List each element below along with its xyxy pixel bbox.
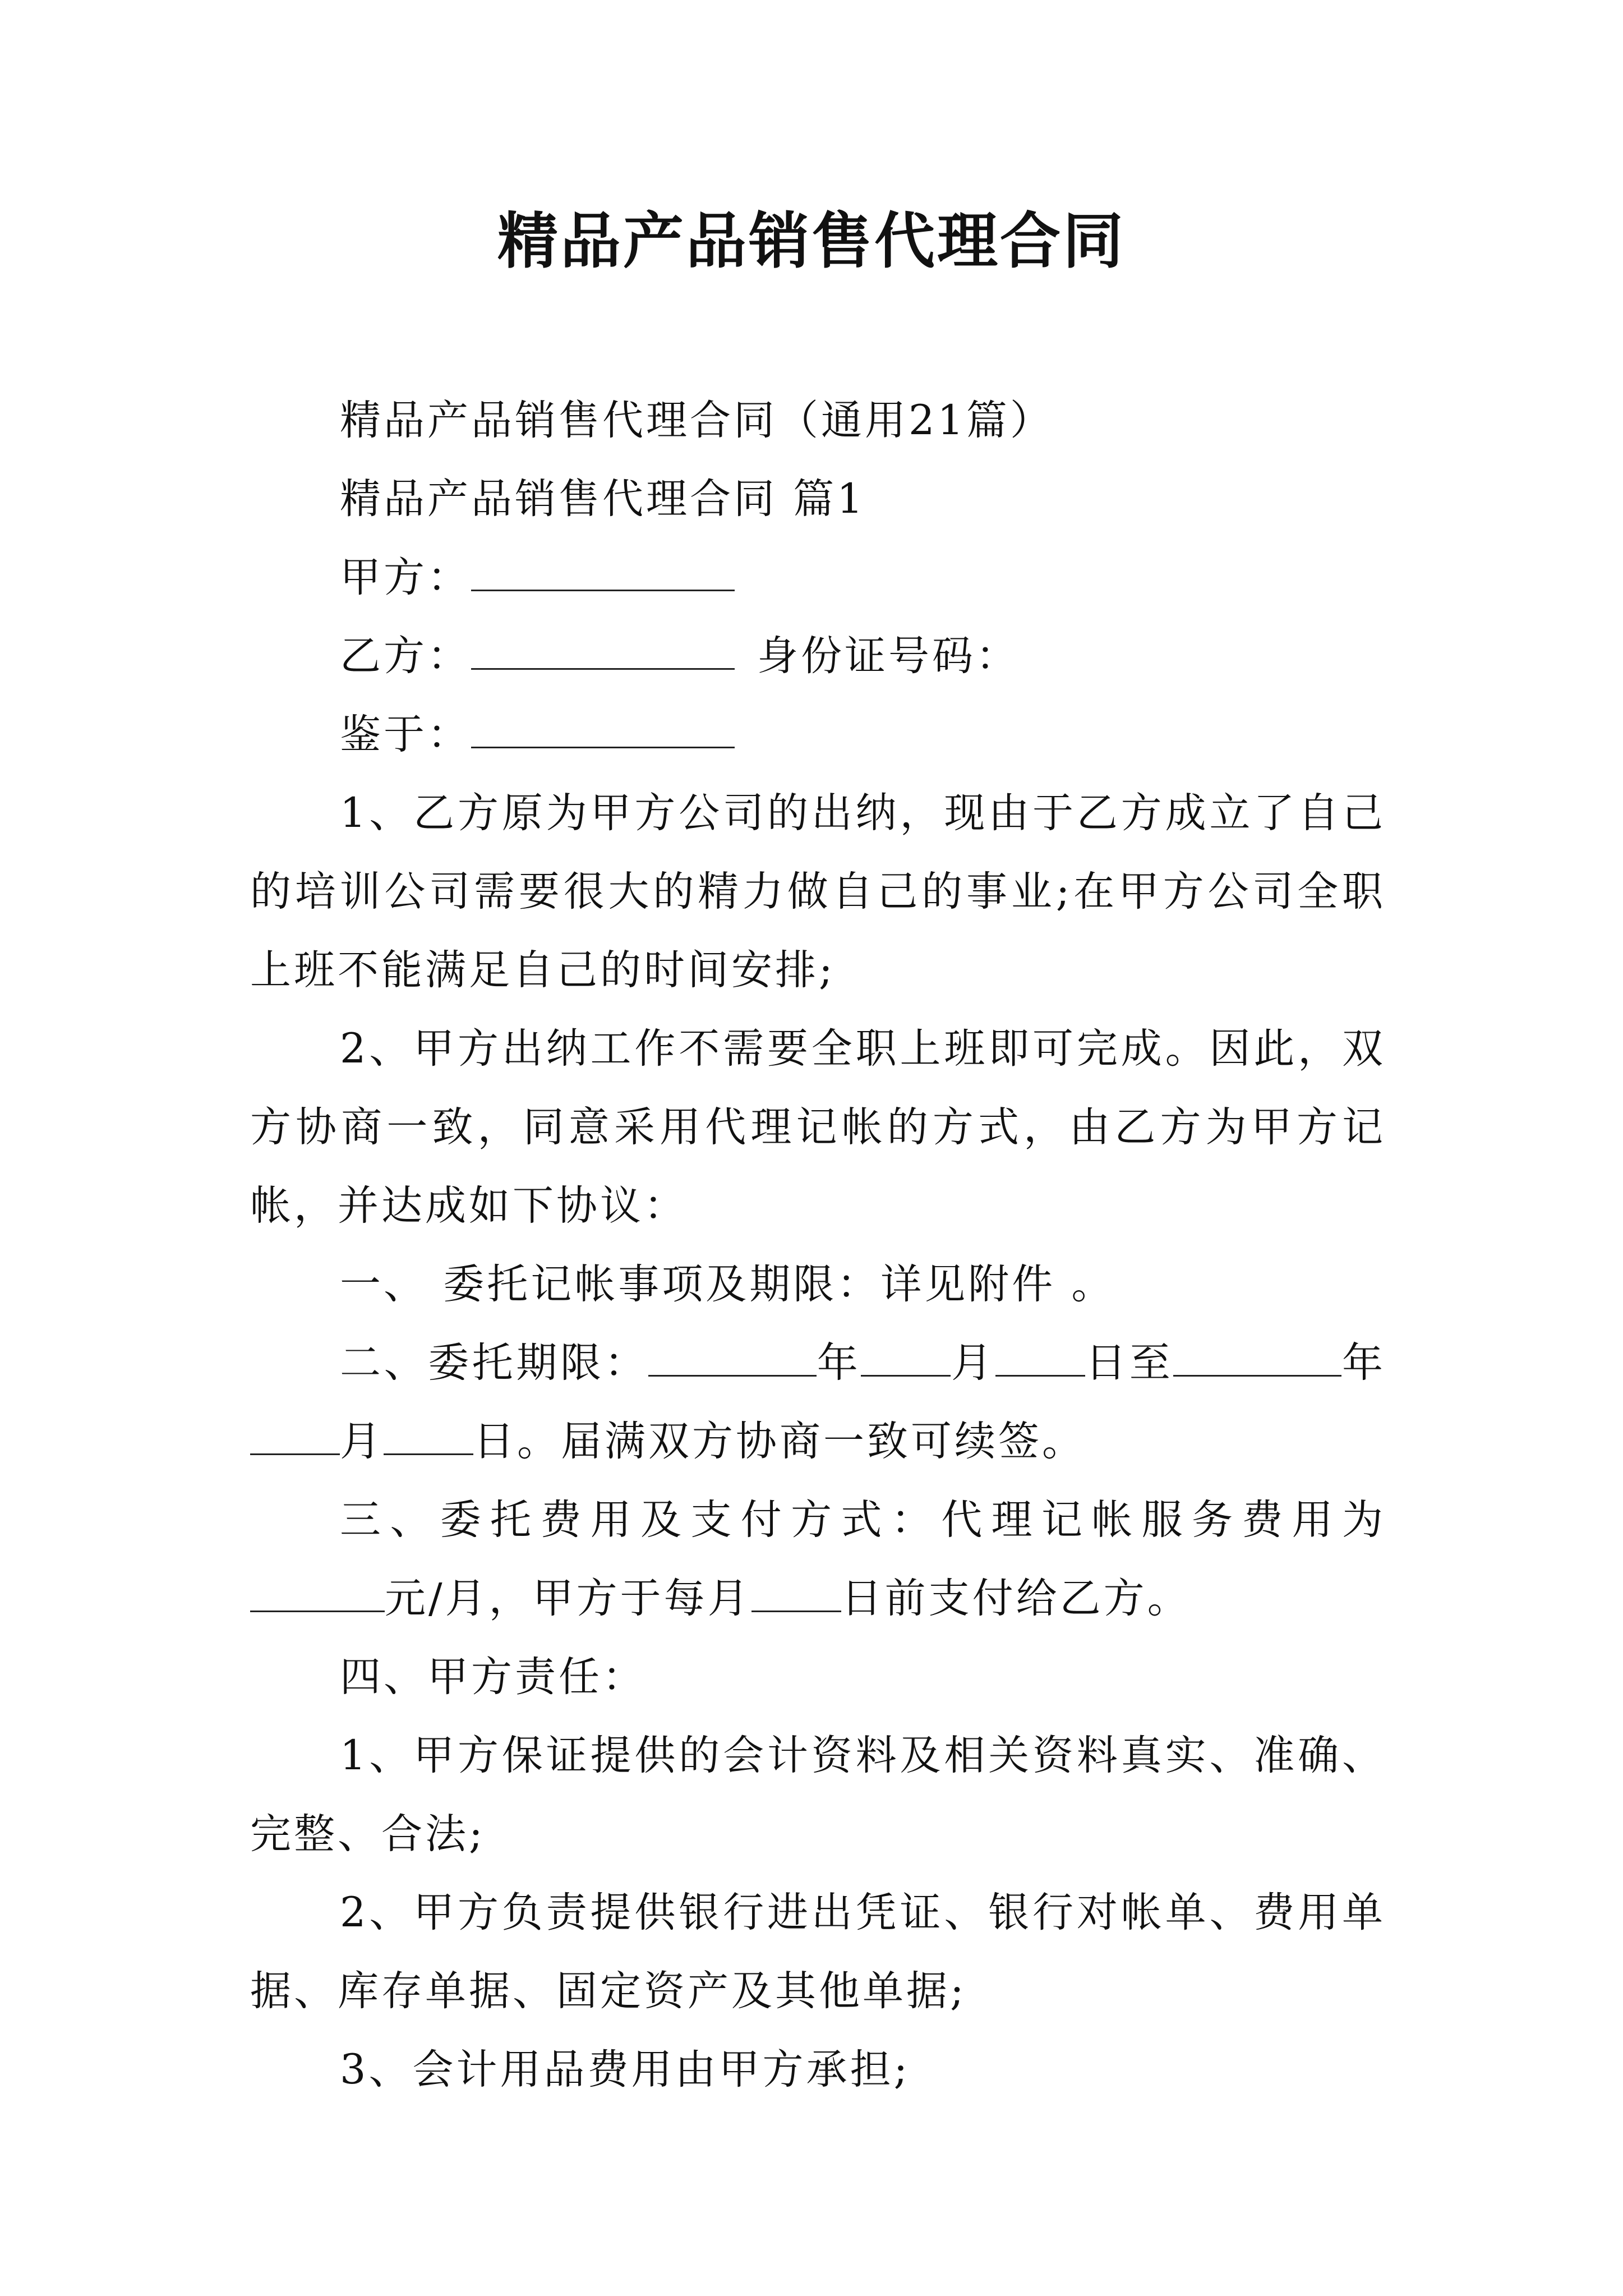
day-to-label: 日至 (1085, 1339, 1174, 1387)
whereas-label: 鉴于： (340, 711, 471, 758)
month-label: 月 (951, 1339, 995, 1387)
party-a-label: 甲方： (340, 554, 471, 601)
duty-2: 2、甲方负责提供银行进出凭证、银行对帐单、费用单据、库存单据、固定资产及其他单据; (250, 1889, 1386, 2015)
party-b-label: 乙方： (340, 632, 471, 680)
clause-3-end: 日前支付给乙方。 (841, 1575, 1191, 1622)
year-label: 年 (817, 1339, 861, 1387)
duty-1: 1、甲方保证提供的会计资料及相关资料真实、准确、完整、合法; (250, 1732, 1386, 1858)
whereas-blank (471, 712, 735, 748)
year-label-2: 年 (1341, 1339, 1386, 1387)
pay-day-blank (751, 1576, 841, 1612)
paragraph-2: 2、甲方出纳工作不需要全职上班即可完成。因此，双方协商一致，同意采用代理记帐的方式，由乙方为甲方记帐，并达成如下协议： (250, 1025, 1386, 1230)
end-year-blank (1173, 1340, 1341, 1377)
fee-blank (250, 1576, 385, 1612)
duty-3: 3、会计用品费用由甲方承担; (340, 2046, 911, 2093)
month-label-2: 月 (340, 1418, 384, 1465)
clause-2 (250, 1324, 1386, 1481)
party-a-line (250, 539, 1386, 617)
document-subtitle: 精品产品销售代理合同（通用21篇） (340, 397, 1054, 444)
clause-4: 四、甲方责任： (340, 1653, 646, 1701)
document-title: 精品产品销售代理合同 (497, 206, 1126, 277)
clause-3-mid: 元/月，甲方于每月 (385, 1575, 751, 1622)
document-body (250, 381, 1386, 2109)
start-month-blank (861, 1340, 951, 1377)
paragraph-1: 1、乙方原为甲方公司的出纳，现由于乙方成立了自己的培训公司需要很大的精力做自己的事业;在甲方公司全职上班不能满足自己的时间安排; (250, 789, 1386, 994)
clause-1: 一、 委托记帐事项及期限：详见附件 。 (340, 1260, 1115, 1308)
end-day-blank (384, 1419, 473, 1455)
clause-2-end: 日。届满双方协商一致可续签。 (473, 1418, 1086, 1465)
party-b-line (250, 617, 1386, 696)
id-number-label: 身份证号码： (757, 632, 1020, 680)
start-year-blank (648, 1340, 817, 1377)
party-a-blank (471, 555, 735, 591)
clause-3 (250, 1481, 1386, 1638)
section-heading: 精品产品销售代理合同 篇1 (340, 475, 866, 523)
clause-2-label: 二、委托期限： (340, 1339, 649, 1387)
party-b-blank (471, 633, 735, 670)
start-day-blank (995, 1340, 1085, 1377)
end-month-blank (250, 1419, 340, 1455)
whereas-line (250, 696, 1386, 774)
clause-3-label: 三、委托费用及支付方式：代理记帐服务费用为 (340, 1496, 1386, 1544)
